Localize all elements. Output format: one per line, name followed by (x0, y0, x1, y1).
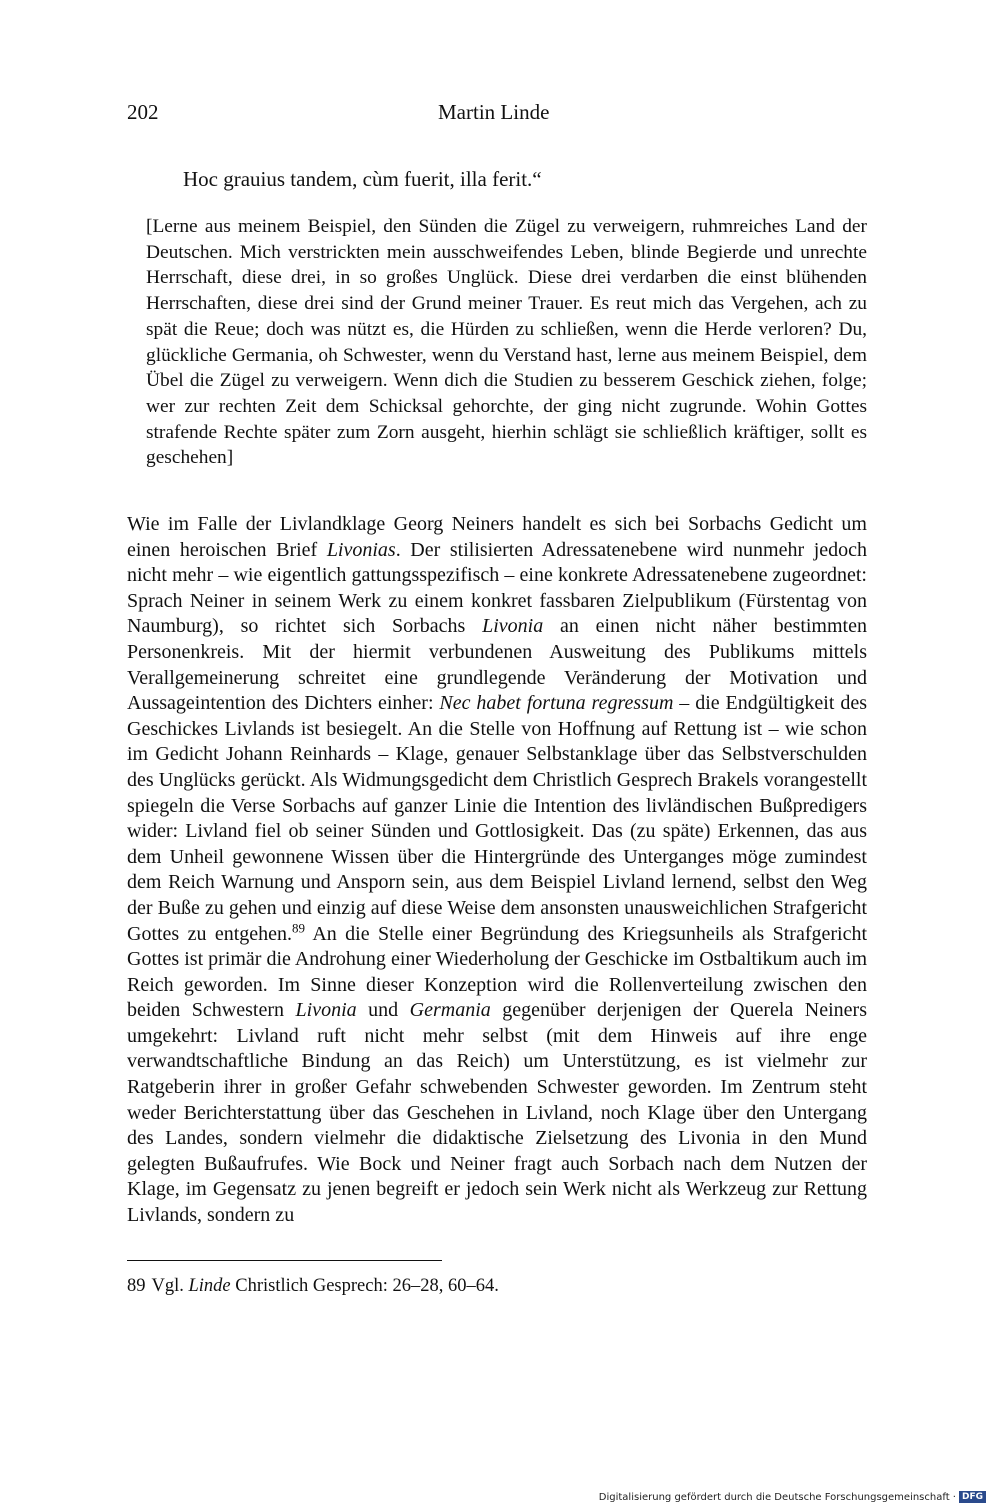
verse-line: Hoc grauius tandem, cùm fuerit, illa ferit.“ (183, 167, 542, 191)
running-head: Martin Linde (438, 100, 550, 124)
footnote-divider (127, 1260, 442, 1261)
body-text-segment: – die Endgültigkeit des Geschickes Livlands ist besiegelt. An die Stelle von Hoffnung auf Rettung ist – wie schon im Gedicht Johann Reinhards – Klage, genauer Selbstanklage über das Selbstverschulden des Unglücks gerückt. Als Widmungsgedicht dem Christlich Gesprech Brakels vorangestellt spiegeln die Verse Sorbachs auf ganzer Linie die Intention des livländischen Bußpredigers wider: Livland fiel ob seiner Sünden und Gottlosigkeit. Das (zu späte) Erkennen, das aus dem Unheil gewonnene Wissen über die Hintergründe des Unterganges möge zumindest dem Reich Warnung und Ansporn sein, aus dem Beispiel Livland lernend, selbst den Weg der Buße zu gehen und einzig auf diese Weise dem ansonsten unausweichlichen Strafgericht Gottes zu entgehen. (127, 692, 867, 945)
funding-credit (599, 1491, 986, 1503)
italic-quote: Nec habet fortuna regressum (439, 692, 674, 715)
footnote-text: Vgl. (151, 1276, 189, 1296)
footnote-text: Christlich Gesprech: 26–28, 60–64. (230, 1276, 499, 1296)
dfg-logo: DFG (959, 1491, 986, 1503)
body-text-segment: gegenüber derjenigen der Querela Neiners umgekehrt: Livland ruft nicht mehr selbst (mit dem Hinweis auf ihre enge verwandtschaftliche Bindung an das Reich) um Unterstützung, es ist vielmehr zur Ratgeberin ihrer in großer Gefahr schwebenden Schwester geworden. Im Zentrum steht weder Berichterstattung über das Geschehen in Livland, noch Klage über den Untergang des Landes, sondern vielmehr die didaktische Zielsetzung des Livonia in den Mund gelegten Bußaufrufes. Wie Bock und Neiner fragt auch Sorbach nach dem Nutzen der Klage, im Gegensatz zu jenen begreift er jedoch sein Werk nicht als Werkzeug zur Rettung Livlands, sondern zu (127, 999, 867, 1227)
credit-text: Digitalisierung gefördert durch die Deutsche Forschungsgemeinschaft · (598, 1491, 956, 1503)
body-text-segment: an einen nicht näher bestimmten Personenkreis. Mit der hiermit verbundenen Ausweitung des Publikums mittels Verallgemeinerung schreitet eine grundlegende Veränderung der Motivation und Aussageintention des Dichters einher: (127, 615, 867, 715)
body-text-segment: . Der stilisierten Adressatenebene wird nunmehr jedoch nicht mehr – wie eigentlich gattungsspezifisch – eine konkrete Adressatenebene zugeordnet: Sprach Neiner in seinem Werk zu einem konkret fassbaren Zielpublikum (Fürstentag von Naumburg), so richtet sich Sorbachs (127, 538, 868, 638)
italic-term: Livonia (295, 999, 357, 1022)
body-text-segment: Wie im Falle der Livlandklage Georg Neiners handelt es sich bei Sorbachs Gedicht um einen heroischen Brief (127, 513, 867, 561)
footnote (127, 1276, 499, 1297)
body-text-segment: und (356, 999, 410, 1022)
italic-term: Livonia (482, 615, 544, 638)
page-number: 202 (127, 100, 159, 124)
body-paragraph (127, 512, 867, 1229)
body-text-segment: An die Stelle einer Begründung des Kriegsunheils als Strafgericht Gottes ist primär die Androhung einer Wiederholung der Geschicke im Ostbaltikum auch im Reich geworden. Im Sinne dieser Konzeption wird die Rollenverteilung zwischen den beiden Schwestern (127, 922, 868, 1022)
footnote-reference[interactable]: 89 (292, 919, 306, 935)
italic-term: Germania (409, 999, 491, 1022)
translation-paragraph: [Lerne aus meinem Beispiel, den Sünden die Zügel zu verweigern, ruhmreiches Land der Deutschen. Mich verstrickten mein ausschweifendes Leben, blinde Begierde und unrechte Herrschaft, diese drei, in so großes Unglück. Diese drei verdarben die einst blühenden Herrschaften, diese drei sind der Grund meiner Trauer. Es reut mich das Vergehen, ach zu spät die Reue; doch was nützt es, die Hürden zu schließen, wenn die Herde verloren? Du, glückliche Germania, oh Schwester, wenn du Verstand hast, lerne aus meinem Beispiel, dem Übel die Zügel zu verweigern. Wenn dich die Studien zu besserem Geschick ziehen, folge; wer zur rechten Zeit dem Schicksal gehorchte, der ging nicht zugrunde. Wohin Gottes strafende Rechte später zum Zorn ausgeht, hierhin schlägt sie schließlich kräftiger, sollt es geschehen] (146, 216, 867, 469)
footnote-number: 89 (127, 1276, 146, 1296)
italic-term: Livonias (326, 538, 396, 561)
footnote-author: Linde (188, 1276, 231, 1296)
